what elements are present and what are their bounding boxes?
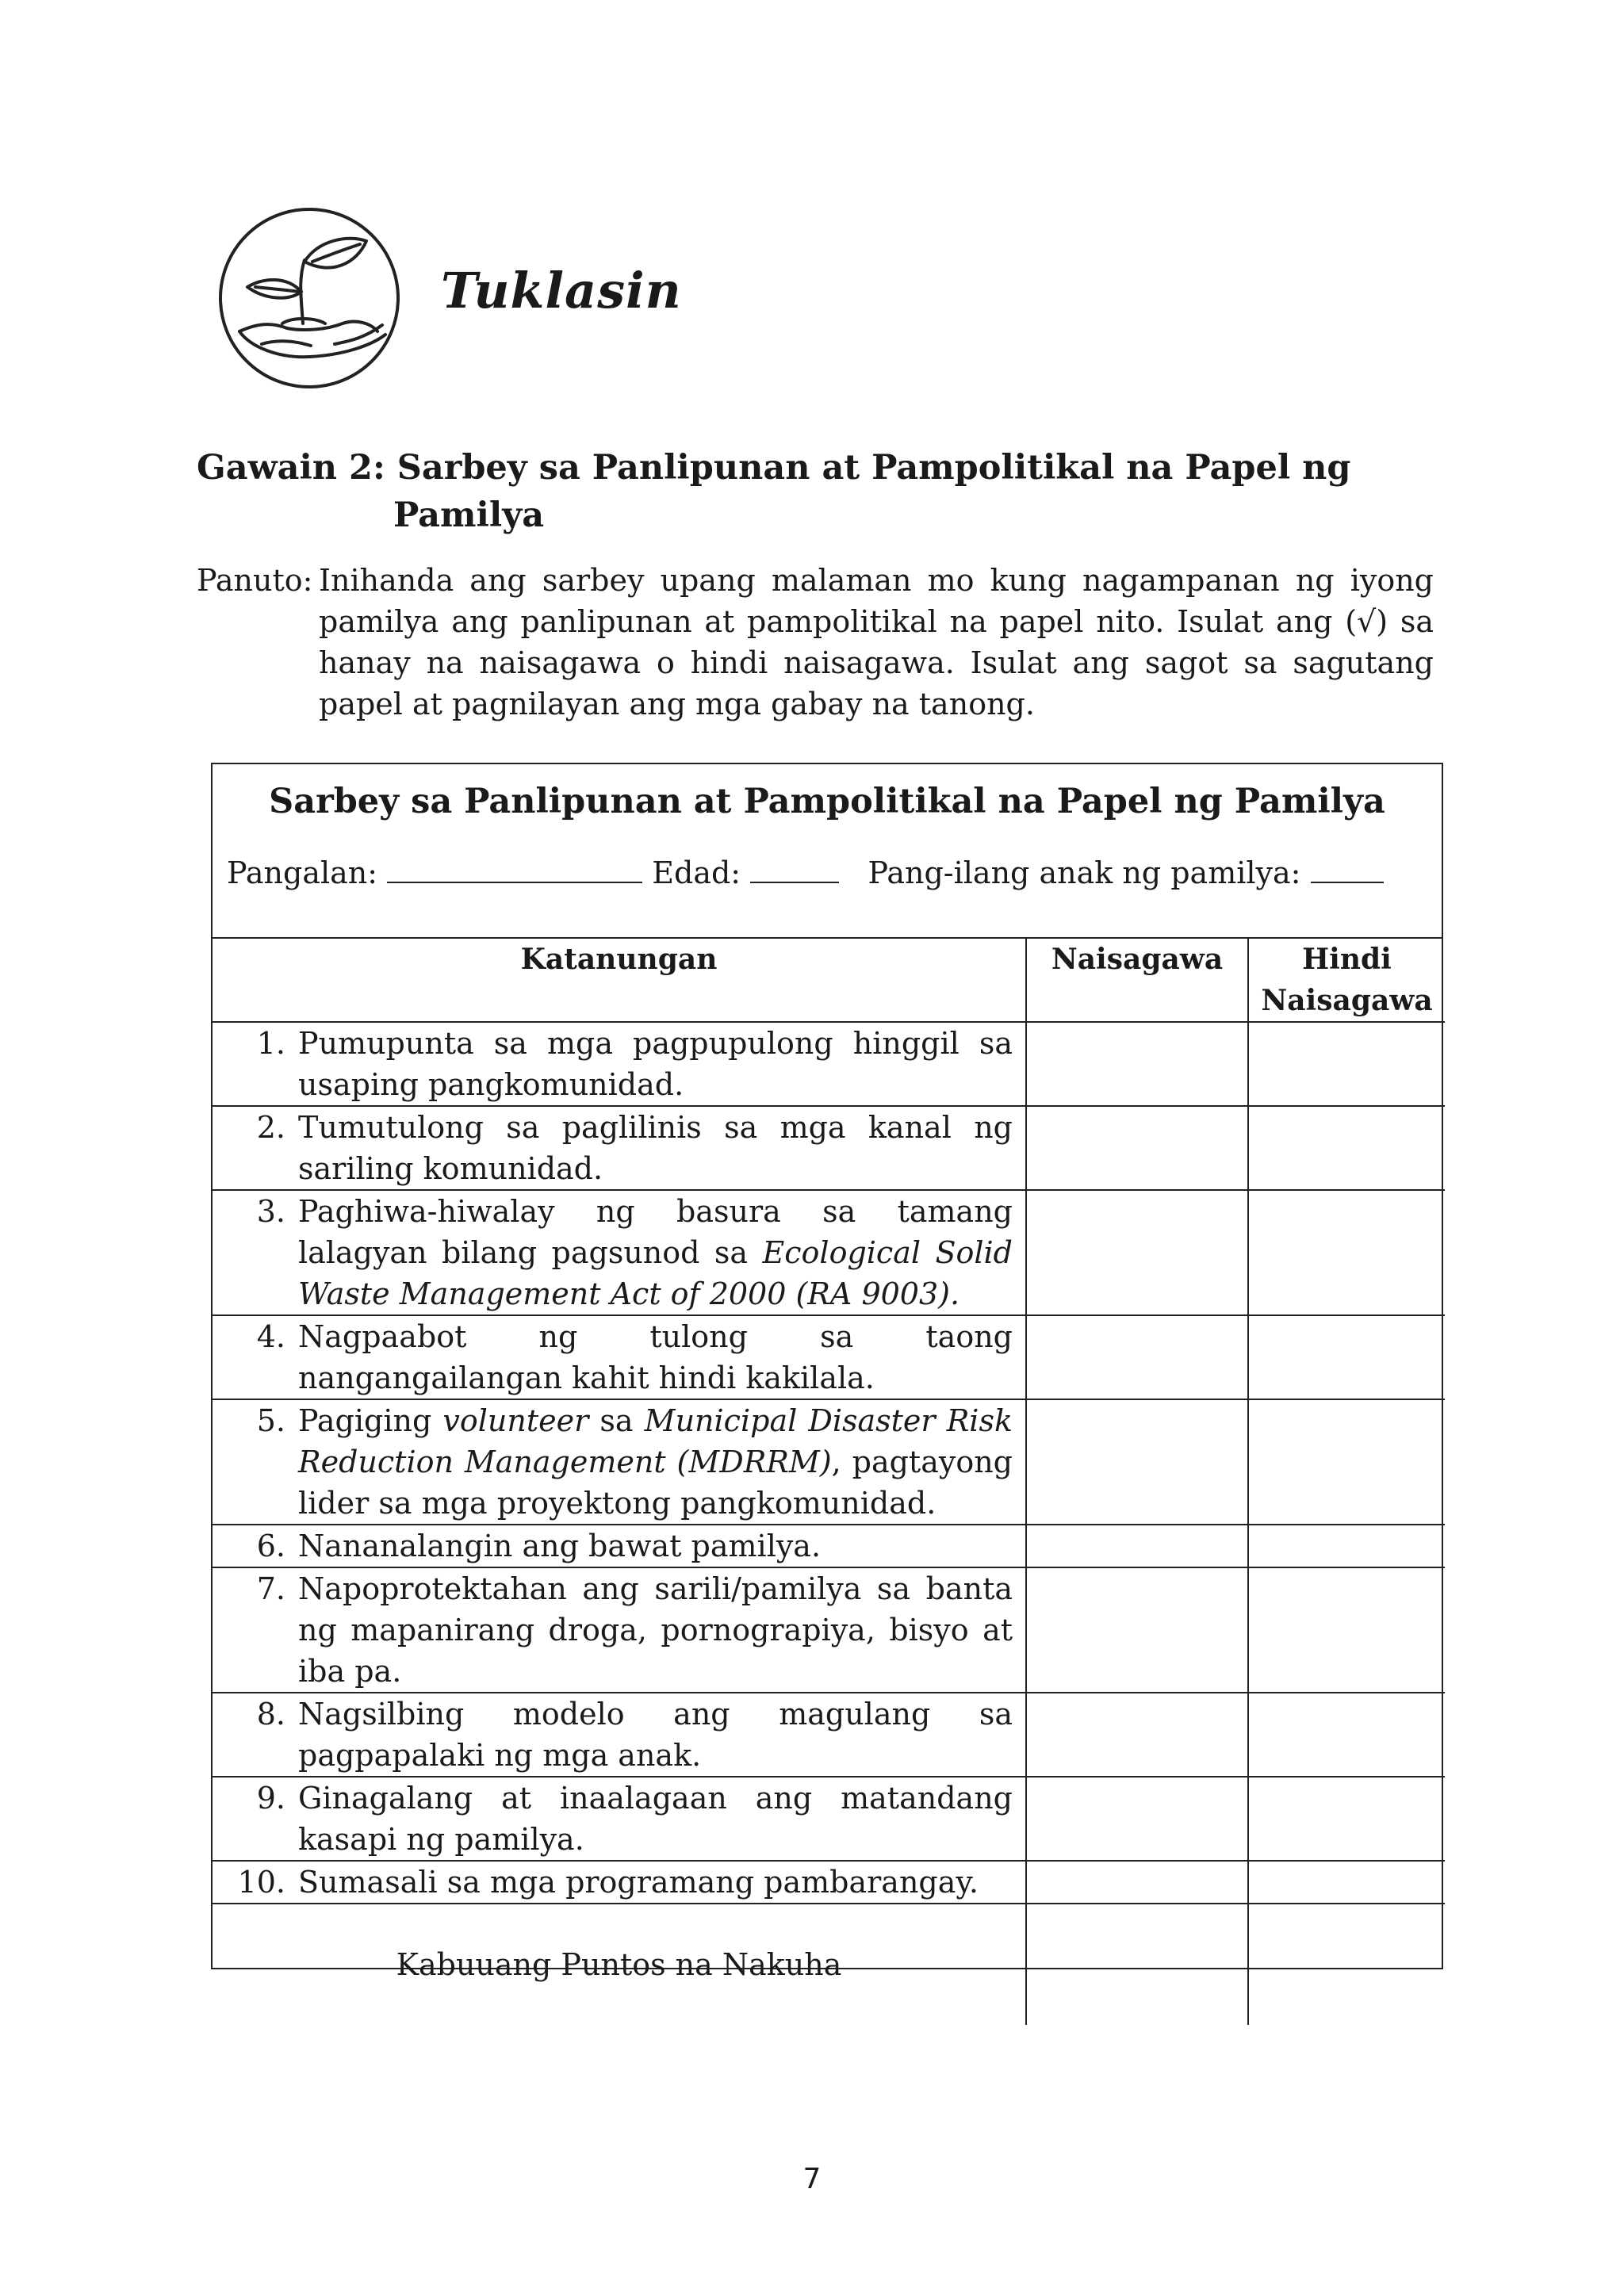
table-row bbox=[213, 1693, 1445, 1777]
done-cell[interactable] bbox=[1026, 1022, 1248, 1106]
question-text-part: sa bbox=[588, 1403, 645, 1438]
done-cell[interactable] bbox=[1026, 1106, 1248, 1190]
question-text: Pumupunta sa mga pagpupulong hinggil sa usaping pangkomunidad. bbox=[298, 1026, 1013, 1102]
question-text-part: Paghiwa-hiwalay ng basura sa tamang lalagyan bilang pagsunod sa bbox=[298, 1194, 1013, 1270]
survey-form bbox=[211, 763, 1443, 1982]
instructions-text: Inihanda ang sarbey upang malaman mo kung nagampanan ng iyong pamilya ang panlipunan at pampolitikal na papel nito. Isulat ang (√) sa hanay na naisagawa o hindi naisagawa. Isulat ang sagot sa sagutang papel at pagnilayan ang mga gabay na tanong. bbox=[319, 563, 1434, 721]
table-row bbox=[213, 1022, 1445, 1106]
not-done-cell[interactable] bbox=[1248, 1861, 1445, 1904]
rank-label: Pang-ilang anak ng pamilya: bbox=[868, 855, 1301, 890]
total-done-cell[interactable] bbox=[1026, 1904, 1248, 2025]
question-number: 1. bbox=[256, 1026, 285, 1061]
question-text: Sumasali sa mga programang pambarangay. bbox=[298, 1865, 979, 1900]
question-text bbox=[298, 1191, 1013, 1314]
done-cell[interactable] bbox=[1026, 1567, 1248, 1693]
question-text-italic: Municipal Disaster Risk Reduction Management (MDRRM) bbox=[298, 1403, 1013, 1479]
age-label: Edad: bbox=[652, 855, 741, 890]
not-done-cell[interactable] bbox=[1248, 1315, 1445, 1399]
total-row bbox=[213, 1904, 1445, 2025]
total-not-done-cell[interactable] bbox=[1248, 1904, 1445, 2025]
done-cell[interactable] bbox=[1026, 1315, 1248, 1399]
not-done-cell[interactable] bbox=[1248, 1399, 1445, 1525]
question-number: 5. bbox=[256, 1403, 285, 1438]
name-blank[interactable] bbox=[387, 853, 642, 883]
done-cell[interactable] bbox=[1026, 1777, 1248, 1861]
table-row bbox=[213, 1315, 1445, 1399]
name-label: Pangalan: bbox=[227, 855, 378, 890]
question-number: 10. bbox=[237, 1865, 285, 1900]
rank-blank[interactable] bbox=[1311, 853, 1384, 883]
col-header-not-done-line1: Hindi bbox=[1302, 943, 1392, 976]
done-cell[interactable] bbox=[1026, 1525, 1248, 1567]
question-number: 7. bbox=[256, 1571, 285, 1606]
col-header-not-done-line2: Naisagawa bbox=[1261, 984, 1433, 1017]
total-label: Kabuuang Puntos na Nakuha bbox=[213, 1904, 1026, 2025]
not-done-cell[interactable] bbox=[1248, 1022, 1445, 1106]
not-done-cell[interactable] bbox=[1248, 1567, 1445, 1693]
col-header-not-done bbox=[1248, 939, 1445, 1022]
table-row bbox=[213, 1861, 1445, 1904]
question-text: Ginagalang at inaalagaan ang matandang kasapi ng pamilya. bbox=[298, 1781, 1013, 1857]
done-cell[interactable] bbox=[1026, 1399, 1248, 1525]
not-done-cell[interactable] bbox=[1248, 1190, 1445, 1315]
instructions-label: Panuto: bbox=[197, 563, 313, 598]
instructions bbox=[197, 560, 1434, 725]
table-row bbox=[213, 1525, 1445, 1567]
col-header-question: Katanungan bbox=[213, 939, 1026, 1022]
question-number: 3. bbox=[256, 1194, 285, 1229]
question-text-part: Pagiging bbox=[298, 1403, 443, 1438]
seedling-in-hand-icon bbox=[216, 205, 403, 392]
not-done-cell[interactable] bbox=[1248, 1525, 1445, 1567]
not-done-cell[interactable] bbox=[1248, 1693, 1445, 1777]
question-text: Nagsilbing modelo ang magulang sa pagpapalaki ng mga anak. bbox=[298, 1697, 1013, 1773]
table-row bbox=[213, 1190, 1445, 1315]
table-row bbox=[213, 1106, 1445, 1190]
question-text-part: , pagtayong lider sa mga proyektong pangkomunidad. bbox=[298, 1445, 1013, 1521]
question-text bbox=[298, 1400, 1013, 1524]
question-number: 4. bbox=[256, 1319, 285, 1354]
survey-fields bbox=[227, 853, 1384, 890]
done-cell[interactable] bbox=[1026, 1693, 1248, 1777]
table-row bbox=[213, 1567, 1445, 1693]
age-blank[interactable] bbox=[750, 853, 839, 883]
table-row bbox=[213, 1399, 1445, 1525]
question-text: Nananalangin ang bawat pamilya. bbox=[298, 1529, 822, 1563]
survey-table bbox=[213, 939, 1445, 2025]
question-number: 9. bbox=[256, 1781, 285, 1816]
page-number: 7 bbox=[802, 2163, 822, 2195]
question-text: Tumutulong sa paglilinis sa mga kanal ng sariling komunidad. bbox=[298, 1110, 1013, 1186]
question-text-italic: Ecological Solid Waste Management Act of 2000 (RA 9003). bbox=[298, 1235, 1013, 1311]
question-text: Napoprotektahan ang sarili/pamilya sa banta ng mapanirang droga, pornograpiya, bisyo at iba pa. bbox=[298, 1571, 1013, 1689]
question-number: 8. bbox=[256, 1697, 285, 1732]
not-done-cell[interactable] bbox=[1248, 1106, 1445, 1190]
section-title: Tuklasin bbox=[441, 262, 682, 320]
question-number: 2. bbox=[256, 1110, 285, 1145]
col-header-done: Naisagawa bbox=[1026, 939, 1248, 1022]
table-header-row bbox=[213, 939, 1445, 1022]
done-cell[interactable] bbox=[1026, 1190, 1248, 1315]
table-row bbox=[213, 1777, 1445, 1861]
not-done-cell[interactable] bbox=[1248, 1777, 1445, 1861]
question-text: Nagpaabot ng tulong sa taong nangangailangan kahit hindi kakilala. bbox=[298, 1319, 1013, 1395]
question-number: 6. bbox=[256, 1529, 285, 1563]
survey-title: Sarbey sa Panlipunan at Pampolitikal na Papel ng Pamilya bbox=[269, 782, 1385, 821]
activity-title-line2: Pamilya bbox=[393, 496, 545, 535]
activity-title bbox=[197, 444, 1434, 539]
activity-title-line1: Gawain 2: Sarbey sa Panlipunan at Pampolitikal na Papel ng bbox=[197, 448, 1351, 488]
done-cell[interactable] bbox=[1026, 1861, 1248, 1904]
survey-header bbox=[213, 764, 1442, 939]
question-text-italic: volunteer bbox=[442, 1403, 589, 1438]
